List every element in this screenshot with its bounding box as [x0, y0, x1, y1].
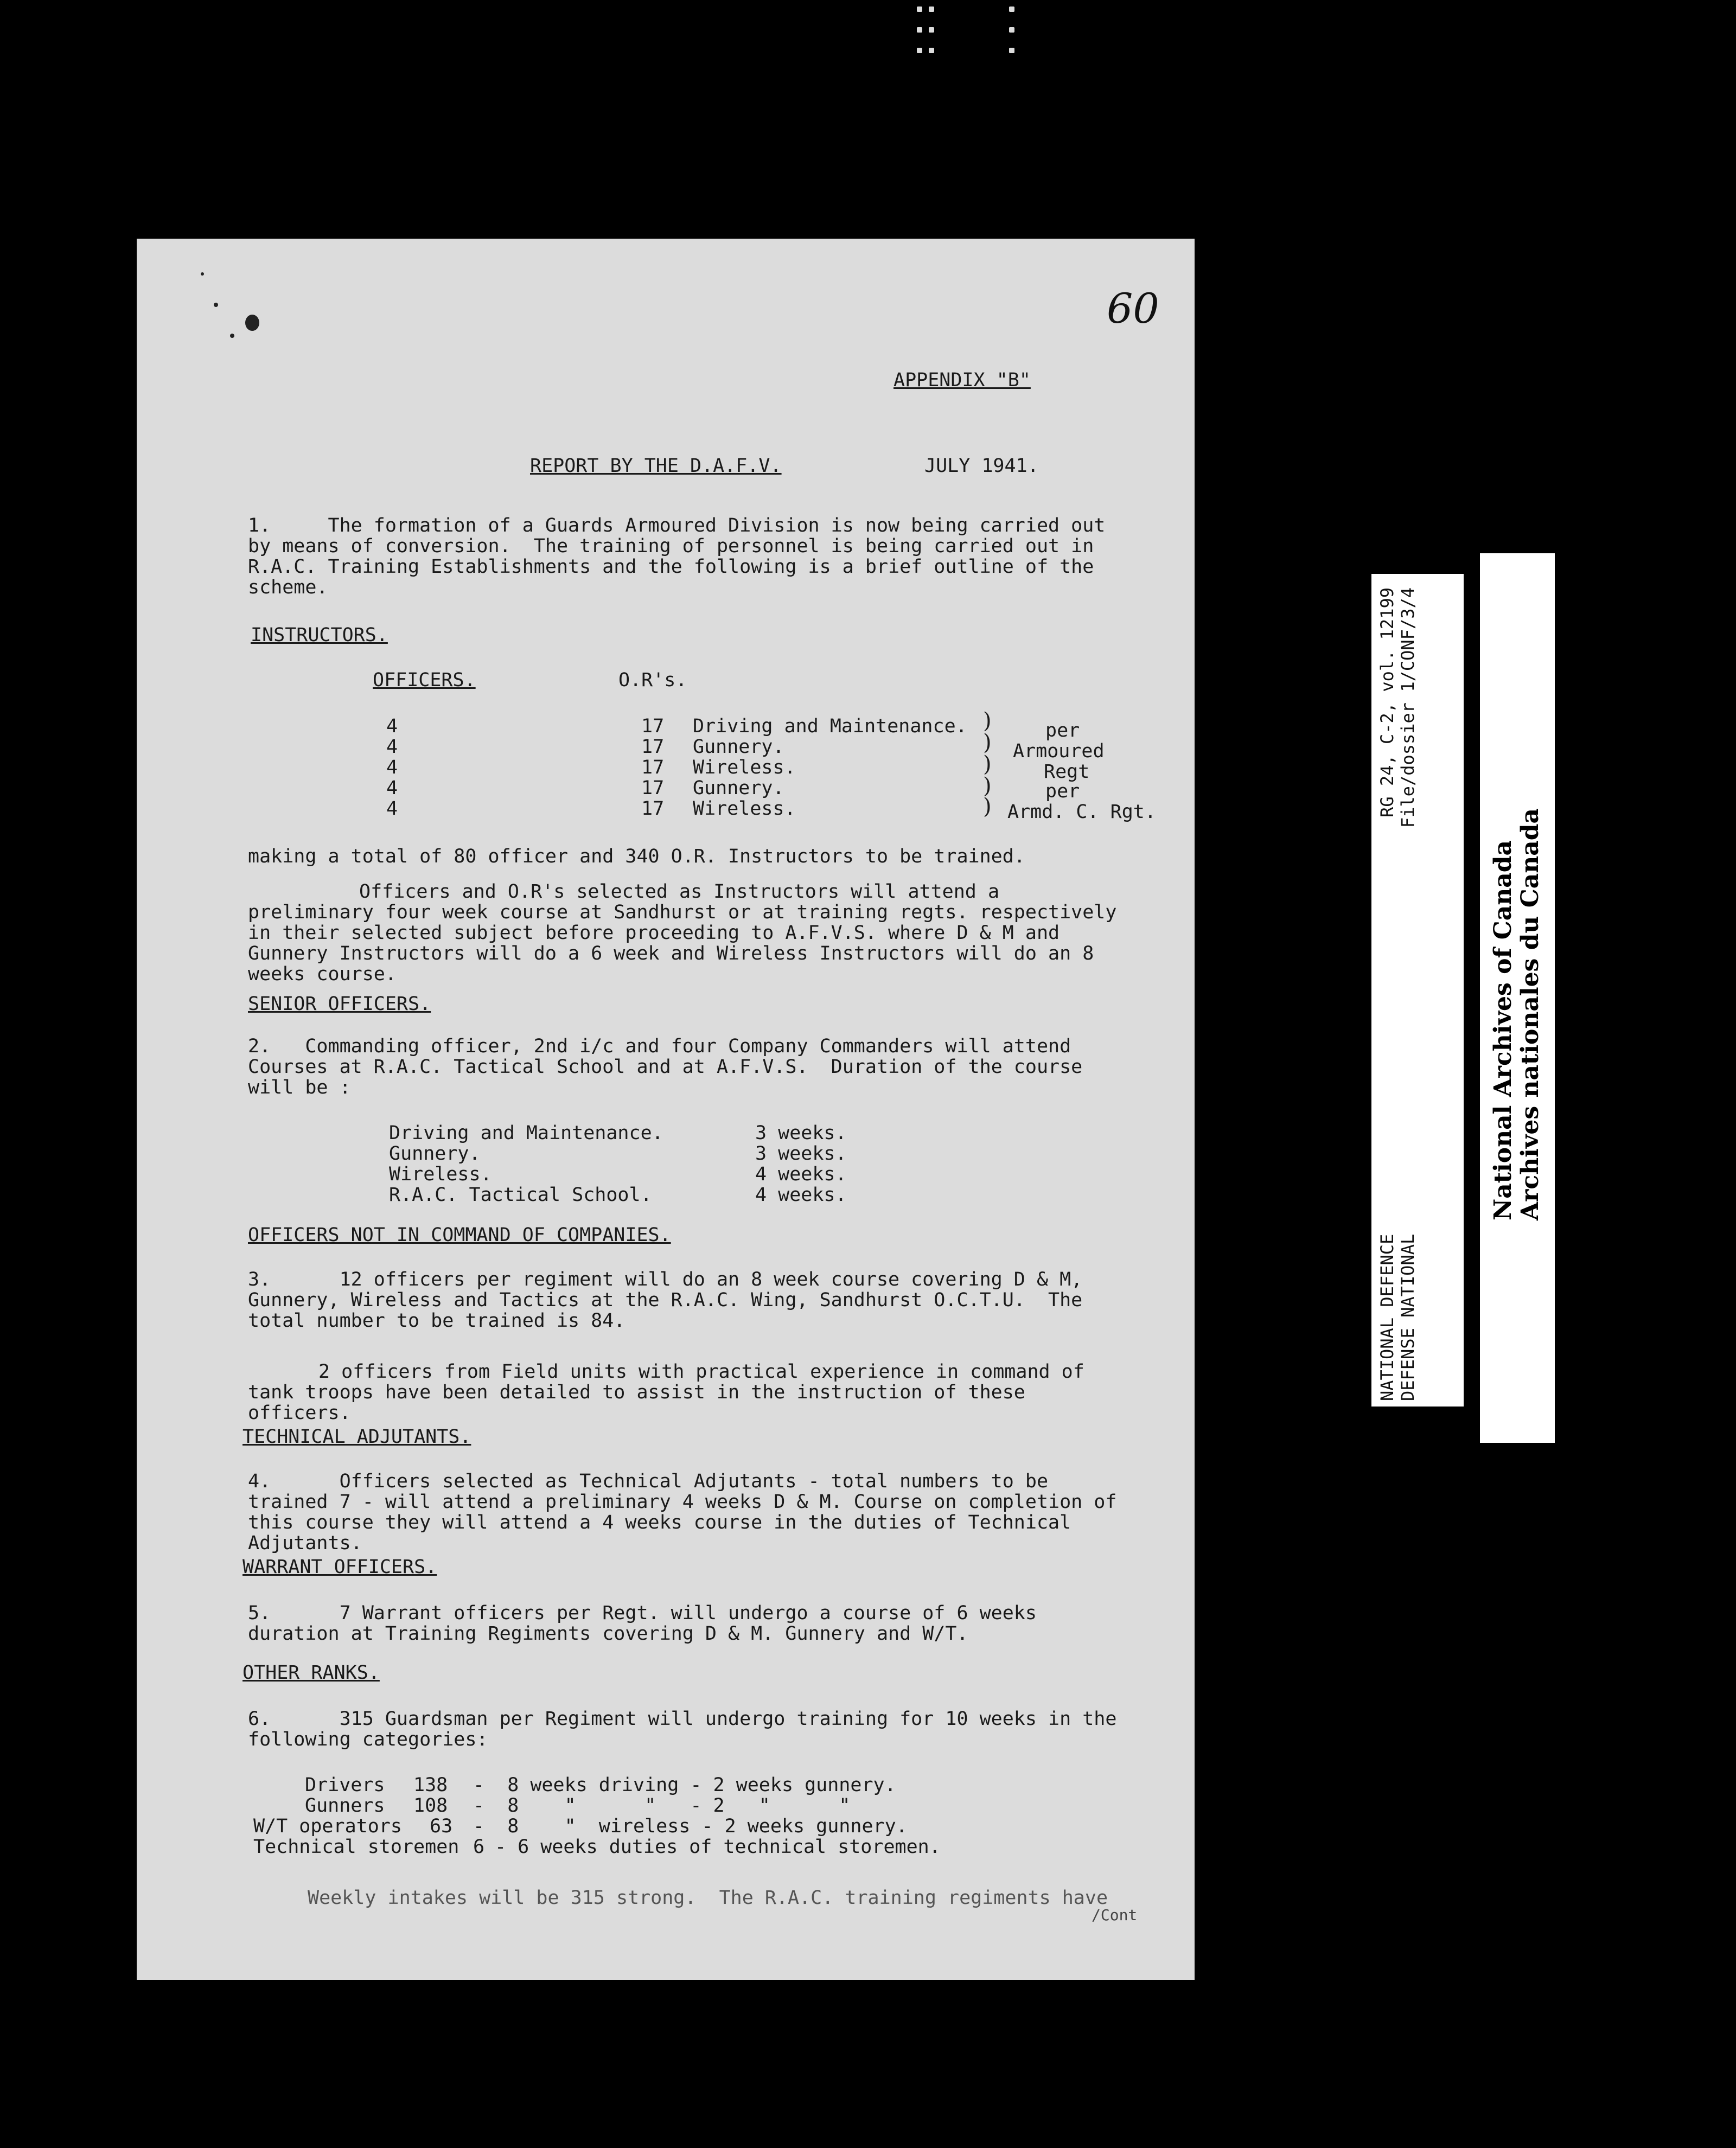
ink-speck: [245, 315, 259, 331]
continued-mark: /Cont: [1092, 1906, 1138, 1924]
paragraph-2: 2. Commanding officer, 2nd i/c and four Company Commanders will attend Courses at R.A.C. Tactical School and at A.F.V.S. Duration of the course will be :: [248, 1035, 1094, 1098]
total-line: making a total of 80 officer and 340 O.R. Instructors to be trained.: [248, 846, 1025, 867]
group-label: Armoured: [1013, 740, 1105, 762]
course-name: R.A.C. Tactical School.: [389, 1184, 652, 1206]
course-name: Gunnery.: [389, 1143, 481, 1165]
label-line: Archives nationales du Canada: [1516, 808, 1544, 1220]
ink-speck: [214, 303, 218, 307]
brace: ): [983, 708, 992, 733]
course-duration: 4 weeks.: [755, 1184, 847, 1206]
table-cell-ors: 17: [641, 757, 665, 778]
group-label: Regt: [1044, 761, 1090, 783]
brace: ): [983, 730, 992, 755]
table-cell-officers: 4: [386, 757, 398, 778]
category-name: Gunners: [305, 1795, 385, 1817]
table-cell-ors: 17: [641, 777, 665, 799]
category-detail: - 8 weeks driving - 2 weeks gunnery.: [473, 1774, 896, 1796]
course-name: Wireless.: [389, 1164, 492, 1185]
category-detail: - 6 weeks duties of technical storemen.: [495, 1836, 941, 1858]
ink-speck: [230, 334, 234, 338]
category-count: 108: [413, 1795, 448, 1817]
warrant-officers-heading: WARRANT OFFICERS.: [242, 1556, 437, 1578]
paragraph-instructors: Officers and O.R's selected as Instructors will attend a preliminary four week course at Sandhurst or at training regts. respectively in their selected subject before proceeding to A.F.V.S. where D & M and Gunnery Instructors will do a 6 week and Wireless Instructors will do an 8 weeks course.: [248, 881, 1117, 985]
category-count: 138: [413, 1774, 448, 1796]
group-label: per: [1045, 781, 1080, 802]
table-cell-officers: 4: [386, 715, 398, 737]
paragraph-3b: 2 officers from Field units with practical experience in command of tank troops have been detailed to assist in the instruction of these officers.: [248, 1361, 1084, 1424]
category-count: 6: [473, 1836, 485, 1858]
category-detail: - 8 " wireless - 2 weeks gunnery.: [473, 1815, 908, 1837]
label-line: DEFENSE NATIONAL: [1397, 1233, 1418, 1401]
course-duration: 3 weeks.: [755, 1143, 847, 1165]
brace: ): [983, 752, 992, 777]
table-cell-ors: 17: [641, 798, 665, 820]
table-cell-officers: 4: [386, 736, 398, 758]
label-line: NATIONAL DEFENCE: [1377, 1233, 1397, 1401]
category-name: Technical storemen: [253, 1836, 459, 1858]
other-ranks-heading: OTHER RANKS.: [242, 1662, 380, 1684]
film-marks-left: [917, 7, 949, 55]
label-line: File/dossier 1/CONF/3/4: [1397, 587, 1418, 828]
course-duration: 3 weeks.: [755, 1122, 847, 1144]
category-name: Drivers: [305, 1774, 385, 1796]
paragraph-3: 3. 12 officers per regiment will do an 8 week course covering D & M, Gunnery, Wireless and Tactics at the R.A.C. Wing, Sandhurst O.C.T.U. The total number to be trained is 84.: [248, 1269, 1094, 1332]
category-detail: - 8 " " - 2 " ": [473, 1795, 851, 1817]
course-duration: 4 weeks.: [755, 1164, 847, 1185]
group-label: Armd. C. Rgt.: [1007, 801, 1156, 823]
report-title: REPORT BY THE D.A.F.V.: [530, 455, 782, 477]
category-name: W/T operators: [253, 1815, 402, 1837]
table-cell-officers: 4: [386, 798, 398, 820]
page-number: 60: [1107, 284, 1159, 333]
table-cell-subject: Gunnery.: [693, 777, 784, 799]
appendix-label: APPENDIX "B": [893, 369, 1031, 391]
brace: ): [983, 773, 992, 798]
paragraph-6: 6. 315 Guardsman per Regiment will undergo training for 10 weeks in the following categories:: [248, 1708, 1128, 1750]
paragraph-4: 4. Officers selected as Technical Adjutants - total numbers to be trained 7 - will attend a preliminary 4 weeks D & M. Course on completion of this course they will attend a 4 weeks course in the duties of Technical Adjutants.: [248, 1471, 1128, 1554]
paragraph-5: 5. 7 Warrant officers per Regt. will undergo a course of 6 weeks duration at Training Regiments covering D & M. Gunnery and W/T.: [248, 1602, 1049, 1645]
course-name: Driving and Maintenance.: [389, 1122, 663, 1144]
senior-officers-heading: SENIOR OFFICERS.: [248, 993, 431, 1015]
table-cell-subject: Gunnery.: [693, 736, 784, 758]
document-page: [137, 239, 1195, 1980]
label-line: National Archives of Canada: [1489, 840, 1517, 1220]
table-cell-ors: 17: [641, 736, 665, 758]
officers-not-in-command-heading: OFFICERS NOT IN COMMAND OF COMPANIES.: [248, 1224, 671, 1246]
instructors-heading: INSTRUCTORS.: [251, 624, 388, 646]
brace: ): [983, 794, 992, 819]
table-cell-ors: 17: [641, 715, 665, 737]
group-label: per: [1045, 720, 1080, 741]
technical-adjutants-heading: TECHNICAL ADJUTANTS.: [242, 1426, 471, 1448]
ors-column-header: O.R's.: [618, 669, 687, 691]
ink-speck: [201, 272, 204, 276]
last-line: Weekly intakes will be 315 strong. The R.A.C. training regiments have: [308, 1887, 1108, 1909]
report-date: JULY 1941.: [924, 455, 1039, 477]
officers-column-header: OFFICERS.: [373, 669, 476, 691]
archive-reference-label: [1371, 574, 1464, 1407]
film-marks-right: [1009, 7, 1042, 55]
table-cell-subject: Wireless.: [693, 757, 796, 778]
category-count: 63: [430, 1815, 453, 1837]
archives-name-label: [1480, 553, 1555, 1443]
label-line: RG 24, C-2, vol. 12199: [1377, 587, 1397, 817]
paragraph-1: 1. The formation of a Guards Armoured Division is now being carried out by means of conversion. The training of personnel is being carried out in R.A.C. Training Establishments and the following is a brief outline of the scheme.: [248, 515, 1117, 598]
table-cell-subject: Wireless.: [693, 798, 796, 820]
table-cell-officers: 4: [386, 777, 398, 799]
table-cell-subject: Driving and Maintenance.: [693, 715, 967, 737]
